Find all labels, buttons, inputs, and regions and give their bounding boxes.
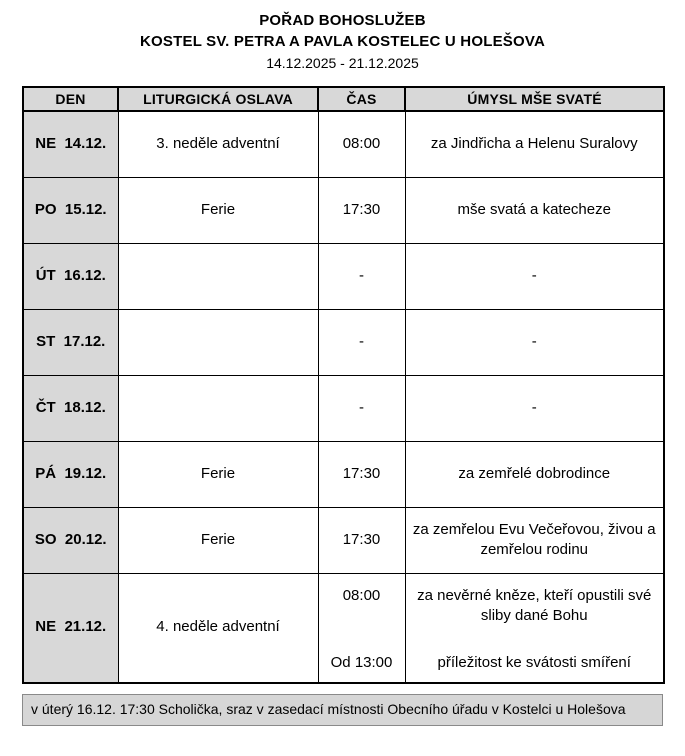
time-entry-afternoon: Od 13:00: [330, 654, 393, 672]
column-header-cas: ČAS: [318, 87, 405, 111]
day-cell: SO 20.12.: [23, 507, 118, 573]
celebration-cell: [118, 309, 318, 375]
time-entry-morning: 08:00: [342, 586, 381, 604]
day-cell: PO 15.12.: [23, 177, 118, 243]
column-header-den: DEN: [23, 87, 118, 111]
title-block: [22, 10, 663, 71]
intention-entry-morning: za nevěrné kněze, kteří opustili své sliby dané Bohu: [417, 586, 652, 624]
page-subtitle: KOSTEL SV. PETRA A PAVLA KOSTELEC U HOLEŠOVA: [140, 33, 545, 50]
day-cell: ÚT 16.12.: [23, 243, 118, 309]
time-cell: -: [318, 309, 405, 375]
intention-cell: -: [405, 375, 664, 441]
celebration-cell: [118, 375, 318, 441]
table-row: [23, 177, 664, 243]
intention-cell: za Jindřicha a Helenu Suralovy: [405, 111, 664, 177]
intention-cell: -: [405, 243, 664, 309]
celebration-cell: 4. neděle adventní: [118, 573, 318, 683]
table-row: [23, 573, 664, 683]
time-cell: 17:30: [318, 177, 405, 243]
celebration-cell: Ferie: [118, 441, 318, 507]
day-cell: NE 21.12.: [23, 573, 118, 683]
time-cell: 17:30: [318, 507, 405, 573]
intention-cell: [405, 573, 664, 683]
column-header-umysl: ÚMYSL MŠE SVATÉ: [405, 87, 664, 111]
day-cell: ST 17.12.: [23, 309, 118, 375]
table-row: [23, 507, 664, 573]
day-cell: ČT 18.12.: [23, 375, 118, 441]
time-cell: 08:00: [318, 111, 405, 177]
celebration-cell: Ferie: [118, 507, 318, 573]
page-title: POŘAD BOHOSLUŽEB: [259, 12, 426, 29]
time-cell: -: [318, 243, 405, 309]
intention-cell: za zemřelé dobrodince: [405, 441, 664, 507]
intention-cell: za zemřelou Evu Večeřovou, živou a zemřelou rodinu: [405, 507, 664, 573]
schedule-table: [22, 86, 665, 684]
time-cell: -: [318, 375, 405, 441]
time-cell: [318, 573, 405, 683]
intention-entry-afternoon: příležitost ke svátosti smíření: [437, 654, 631, 672]
table-row: [23, 441, 664, 507]
intention-cell: mše svatá a katecheze: [405, 177, 664, 243]
table-row: [23, 309, 664, 375]
day-cell: PÁ 19.12.: [23, 441, 118, 507]
time-cell: 17:30: [318, 441, 405, 507]
table-row: [23, 375, 664, 441]
intention-cell: -: [405, 309, 664, 375]
table-row: [23, 243, 664, 309]
celebration-cell: Ferie: [118, 177, 318, 243]
date-range: 14.12.2025 - 21.12.2025: [266, 55, 419, 71]
celebration-cell: 3. neděle adventní: [118, 111, 318, 177]
table-header-row: [23, 87, 664, 111]
column-header-liturgicka-oslava: LITURGICKÁ OSLAVA: [118, 87, 318, 111]
footer-note: v úterý 16.12. 17:30 Scholička, sraz v zasedací místnosti Obecního úřadu v Kostelci u Holešova: [22, 694, 663, 726]
day-cell: NE 14.12.: [23, 111, 118, 177]
celebration-cell: [118, 243, 318, 309]
table-row: [23, 111, 664, 177]
